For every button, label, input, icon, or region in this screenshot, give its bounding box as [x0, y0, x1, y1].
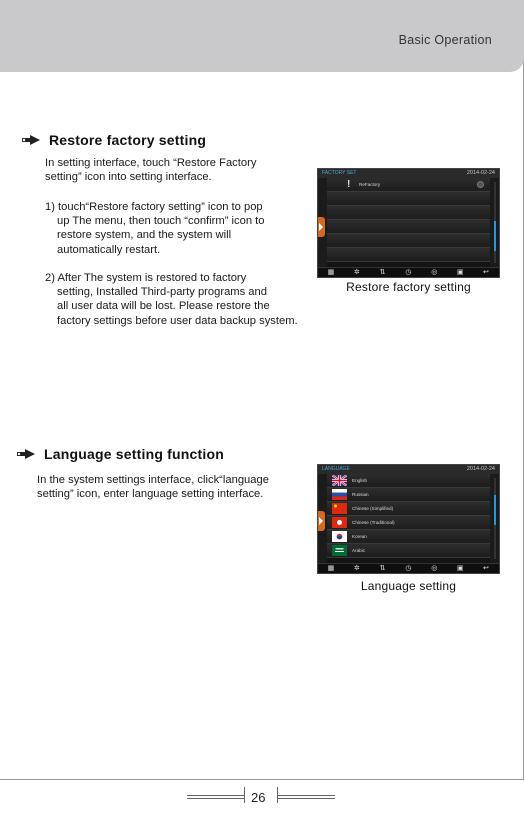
restore-heading-text: Restore factory setting [49, 132, 207, 148]
language-label: Korean [352, 534, 367, 539]
refactory-label: ReFactory [359, 182, 381, 187]
navigation-icon[interactable]: ◎ [431, 564, 438, 572]
language-intro-line: In the system settings interface, click“language [37, 474, 269, 486]
list-item[interactable] [327, 544, 490, 558]
gear-icon[interactable]: ✲ [353, 268, 360, 276]
restore-step-1-line: restore system, and the system will [57, 229, 232, 242]
section-heading-language [17, 446, 224, 462]
screen-title: LANGUAGE [322, 466, 350, 472]
equalizer-icon[interactable]: ⇅ [379, 268, 386, 276]
list-item-empty [327, 234, 490, 248]
list-item-empty [327, 206, 490, 220]
restore-step-2 [45, 271, 298, 328]
scrollbar-thumb[interactable] [494, 221, 496, 251]
arrow-bullet-icon [22, 135, 40, 145]
warning-icon: ! [347, 179, 351, 190]
list-item[interactable] [327, 474, 490, 488]
back-icon[interactable]: ↩ [483, 268, 489, 276]
restore-step-2-line: setting, Installed Third-party programs and [57, 286, 267, 299]
clock-icon[interactable]: ◷ [405, 564, 412, 572]
language-list [327, 474, 490, 563]
list-item[interactable] [327, 530, 490, 544]
language-intro [37, 473, 269, 501]
back-icon[interactable]: ↩ [483, 564, 489, 572]
list-item-empty [327, 220, 490, 234]
navigation-icon[interactable]: ◎ [431, 268, 438, 276]
china-flag-icon [332, 503, 347, 514]
screen-date: 2014-02-24 [466, 466, 495, 472]
language-caption: Language setting [360, 579, 457, 593]
restore-intro-line: setting” icon into setting interface. [45, 171, 212, 184]
restore-intro-line: In setting interface, touch “Restore Factory [45, 157, 257, 169]
uk-flag-icon [332, 475, 347, 486]
factory-set-list [327, 178, 490, 267]
page-header [0, 0, 524, 72]
language-label: Russian [352, 492, 369, 497]
language-screenshot [317, 464, 500, 574]
toggle-icon[interactable] [477, 181, 484, 188]
hongkong-flag-icon [332, 517, 347, 528]
restore-step-1 [45, 200, 265, 257]
list-item[interactable] [327, 516, 490, 530]
apps-grid-icon[interactable]: ▦ [327, 564, 335, 572]
restore-step-2-line: all user data will be lost. Please restore the [57, 300, 270, 313]
russia-flag-icon [332, 489, 347, 500]
saudi-flag-icon [332, 545, 347, 556]
screen-date: 2014-02-24 [466, 170, 495, 176]
restore-caption: Restore factory setting [346, 280, 471, 294]
language-intro-line: setting” icon, enter language setting interface. [37, 488, 264, 501]
language-heading-text: Language setting function [44, 446, 224, 462]
list-item-empty [327, 192, 490, 206]
section-heading-restore [22, 132, 206, 148]
list-item[interactable] [327, 502, 490, 516]
arrow-bullet-icon [17, 449, 35, 459]
page-number: 26 [251, 790, 266, 805]
screen-titlebar [318, 465, 499, 474]
footer-rule-tick [244, 787, 245, 803]
gallery-icon[interactable]: ▣ [456, 564, 464, 572]
screen-title: FACTORY SET [322, 170, 357, 176]
restore-step-2-line: factory settings before user data backup system. [57, 314, 298, 327]
screen-toolbar [318, 563, 499, 573]
clock-icon[interactable]: ◷ [405, 268, 412, 276]
gear-icon[interactable]: ✲ [353, 564, 360, 572]
restore-intro [45, 156, 256, 184]
footer-rule-right [277, 798, 335, 799]
restore-step-1-line: up The menu, then touch “confirm” icon to [57, 215, 265, 228]
screen-toolbar [318, 267, 499, 277]
restore-step-1-line: automatically restart. [57, 243, 161, 256]
equalizer-icon[interactable]: ⇅ [379, 564, 386, 572]
language-label: Chinese (Simplified) [352, 506, 394, 511]
page-footer [0, 784, 524, 814]
restore-step-1-line: 1) touch“Restore factory setting” icon to pop [45, 201, 263, 213]
list-item[interactable] [327, 488, 490, 502]
footer-rule-left [187, 798, 245, 799]
korea-flag-icon [332, 531, 347, 542]
gallery-icon[interactable]: ▣ [456, 268, 464, 276]
screen-titlebar [318, 169, 499, 178]
side-menu-tab[interactable] [318, 511, 325, 531]
list-item[interactable] [327, 178, 490, 192]
side-menu-tab[interactable] [318, 217, 325, 237]
language-label: English [352, 478, 368, 483]
footer-rule-right [277, 795, 335, 796]
list-item-empty [327, 248, 490, 262]
restore-step-2-line: 2) After The system is restored to factory [45, 272, 247, 284]
header-title: Basic Operation [398, 33, 492, 47]
footer-rule-left [187, 795, 245, 796]
scrollbar-thumb[interactable] [494, 495, 496, 525]
factory-set-screenshot [317, 168, 500, 278]
language-label: Arabic [352, 548, 366, 553]
apps-grid-icon[interactable]: ▦ [327, 268, 335, 276]
language-label: Chinese (Traditional) [352, 520, 395, 525]
